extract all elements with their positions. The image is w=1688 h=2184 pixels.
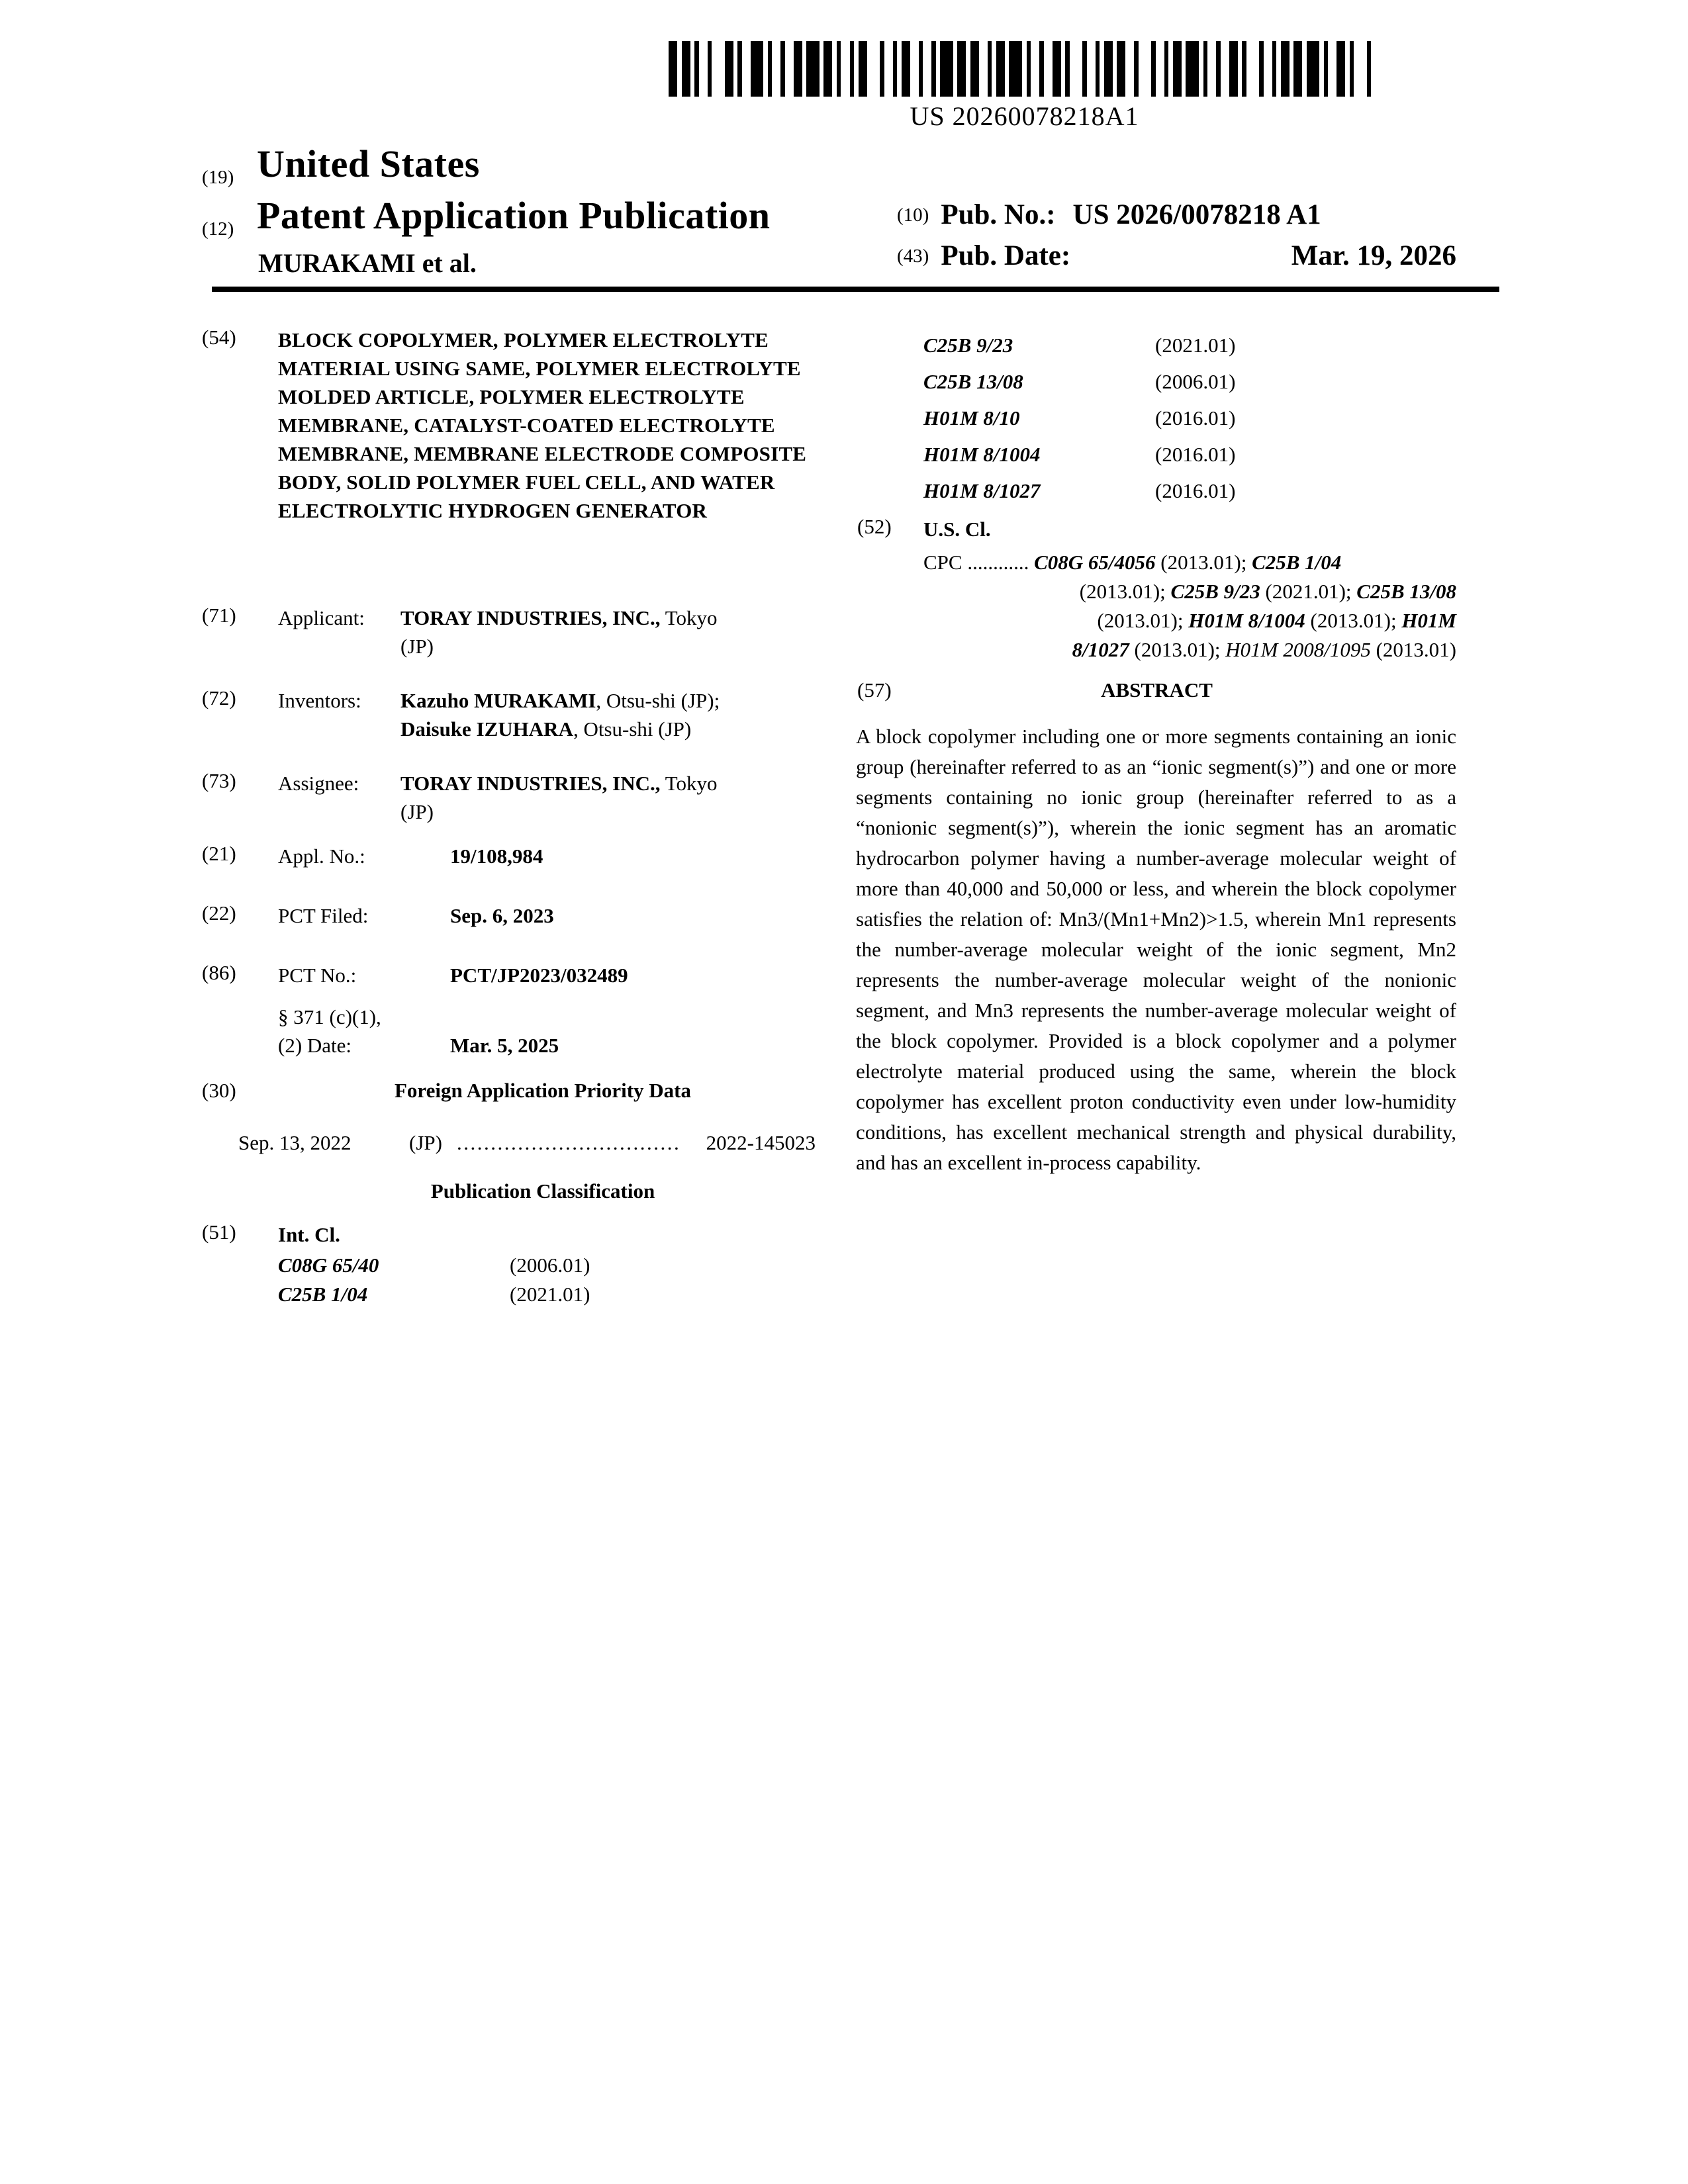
header-divider — [212, 287, 1499, 292]
abstract-text: A block copolymer including one or more segments containing an ionic group (hereinafter referred to as an “ionic segment(s)”) and one or more segments containing no ionic group (hereinafter referred to as a “nonionic segment(s)”), wherein the ionic segment has an aromatic hydrocarbon polymer having a number-average molecular weight of more than 40,000 and 50,000 or less, and wherein the block copolymer satisfies the relation of: Mn3/(Mn1+Mn2)>1.5, wherein Mn1 represents the number-average molecular weight of the ionic segment, Mn2 represents the number-average molecular weight of the nonionic segment, and Mn3 represents the number-average molecular weight of the block copolymer. Provided is a block copolymer and a polymer electrolyte material produced using the same, wherein the block copolymer has excellent proton conductivity even under low-humidity conditions, has excellent mechanical strength and physical durability, and has an excellent in-process capability. — [856, 725, 1456, 1174]
inid-code-52: (52) — [857, 515, 892, 538]
pub-date-label: Pub. Date: — [941, 240, 1071, 271]
inventor-surname-header: MURAKAMI et al. — [258, 248, 477, 278]
int-cl-code: C25B 1/04 — [278, 1283, 368, 1306]
inid-code-72: (72) — [202, 686, 236, 709]
priority-country: (JP) — [409, 1131, 442, 1154]
inid-code-57: (57) — [857, 678, 892, 702]
inid-code-43: (43) — [897, 246, 929, 267]
barcode-number: US 20260078218A1 — [910, 101, 1139, 131]
cpc-line: (2013.01); C25B 9/23 (2021.01); C25B 13/08 — [1079, 580, 1456, 603]
int-cl-code: H01M 8/1004 — [923, 443, 1041, 466]
cpc-line: 8/1027 (2013.01); H01M 2008/1095 (2013.01) — [1072, 638, 1456, 661]
pub-date-value: Mar. 19, 2026 — [1291, 240, 1456, 271]
int-cl-version: (2021.01) — [1155, 334, 1236, 357]
inid-code-21: (21) — [202, 842, 236, 865]
inventor-1: Kazuho MURAKAMI, Otsu-shi (JP); — [400, 689, 720, 712]
section-371-date-value: Mar. 5, 2025 — [450, 1034, 559, 1057]
section-371-note: § 371 (c)(1), — [278, 1005, 381, 1028]
pub-date-row — [897, 240, 1456, 272]
inid-code-12: (12) — [202, 218, 234, 240]
int-cl-version: (2016.01) — [1155, 443, 1236, 466]
inid-code-71: (71) — [202, 604, 236, 627]
appl-no-value: 19/108,984 — [450, 844, 543, 868]
pct-no-value: PCT/JP2023/032489 — [450, 964, 628, 987]
barcode — [669, 41, 1380, 97]
appl-no-label: Appl. No.: — [278, 844, 365, 868]
int-cl-label: Int. Cl. — [278, 1223, 340, 1246]
int-cl-code: H01M 8/10 — [923, 406, 1020, 430]
int-cl-version: (2016.01) — [1155, 406, 1236, 430]
priority-number: 2022-145023 — [706, 1131, 816, 1154]
int-cl-code: C25B 9/23 — [923, 334, 1013, 357]
inid-code-22: (22) — [202, 901, 236, 925]
us-cl-label: U.S. Cl. — [923, 518, 991, 541]
priority-leader-dots: ................................. — [457, 1131, 681, 1154]
int-cl-version: (2016.01) — [1155, 479, 1236, 502]
applicant-name: TORAY INDUSTRIES, INC., Tokyo — [400, 606, 718, 629]
pub-no-row — [897, 199, 1456, 231]
cpc-line: (2013.01); H01M 8/1004 (2013.01); H01M — [1097, 609, 1456, 632]
priority-entry — [238, 1128, 816, 1157]
cpc-line: CPC ............ C08G 65/4056 (2013.01); C25B 1/04 — [923, 551, 1342, 574]
publication-classification-heading: Publication Classification — [430, 1179, 655, 1203]
assignee-country: (JP) — [400, 800, 434, 823]
pct-filed-label: PCT Filed: — [278, 904, 369, 927]
inventors-label: Inventors: — [278, 689, 361, 712]
country-name: United States — [257, 142, 480, 185]
pct-filed-value: Sep. 6, 2023 — [450, 904, 554, 927]
publication-kind: Patent Application Publication — [257, 194, 771, 237]
int-cl-code: C08G 65/40 — [278, 1253, 379, 1277]
applicant-label: Applicant: — [278, 606, 365, 629]
int-cl-version: (2021.01) — [510, 1283, 590, 1306]
inid-code-54: (54) — [202, 326, 236, 349]
section-371-date-label: (2) Date: — [278, 1034, 352, 1057]
assignee-name: TORAY INDUSTRIES, INC., Tokyo — [400, 772, 718, 795]
invention-title: BLOCK COPOLYMER, POLYMER ELECTROLYTE MATERIAL USING SAME, POLYMER ELECTROLYTE MOLDED ARTICLE, POLYMER ELECTROLYTE MEMBRANE, CATALYST-COATED ELECTROLYTE MEMBRANE, MEMBRANE ELECTRODE COMPOSITE BODY, SOLID POLYMER FUEL CELL, AND WATER ELECTROLYTIC HYDROGEN GENERATOR — [278, 328, 807, 522]
int-cl-code: H01M 8/1027 — [923, 479, 1041, 502]
int-cl-version: (2006.01) — [1155, 370, 1236, 393]
foreign-priority-heading: Foreign Application Priority Data — [394, 1079, 692, 1102]
inid-code-10: (10) — [897, 205, 929, 226]
inid-code-19: (19) — [202, 167, 234, 188]
pct-no-label: PCT No.: — [278, 964, 357, 987]
pub-no-label: Pub. No.: — [941, 199, 1056, 230]
inid-code-51: (51) — [202, 1220, 236, 1244]
assignee-label: Assignee: — [278, 772, 359, 795]
inid-code-30: (30) — [202, 1079, 236, 1102]
inventor-2: Daisuke IZUHARA, Otsu-shi (JP) — [400, 717, 692, 741]
int-cl-code: C25B 13/08 — [923, 370, 1023, 393]
inid-code-86: (86) — [202, 961, 236, 984]
int-cl-version: (2006.01) — [510, 1253, 590, 1277]
pub-no-value: US 2026/0078218 A1 — [1072, 199, 1321, 230]
applicant-country: (JP) — [400, 635, 434, 658]
inid-code-73: (73) — [202, 769, 236, 792]
abstract-heading: ABSTRACT — [1101, 678, 1213, 702]
priority-date: Sep. 13, 2022 — [238, 1131, 352, 1154]
